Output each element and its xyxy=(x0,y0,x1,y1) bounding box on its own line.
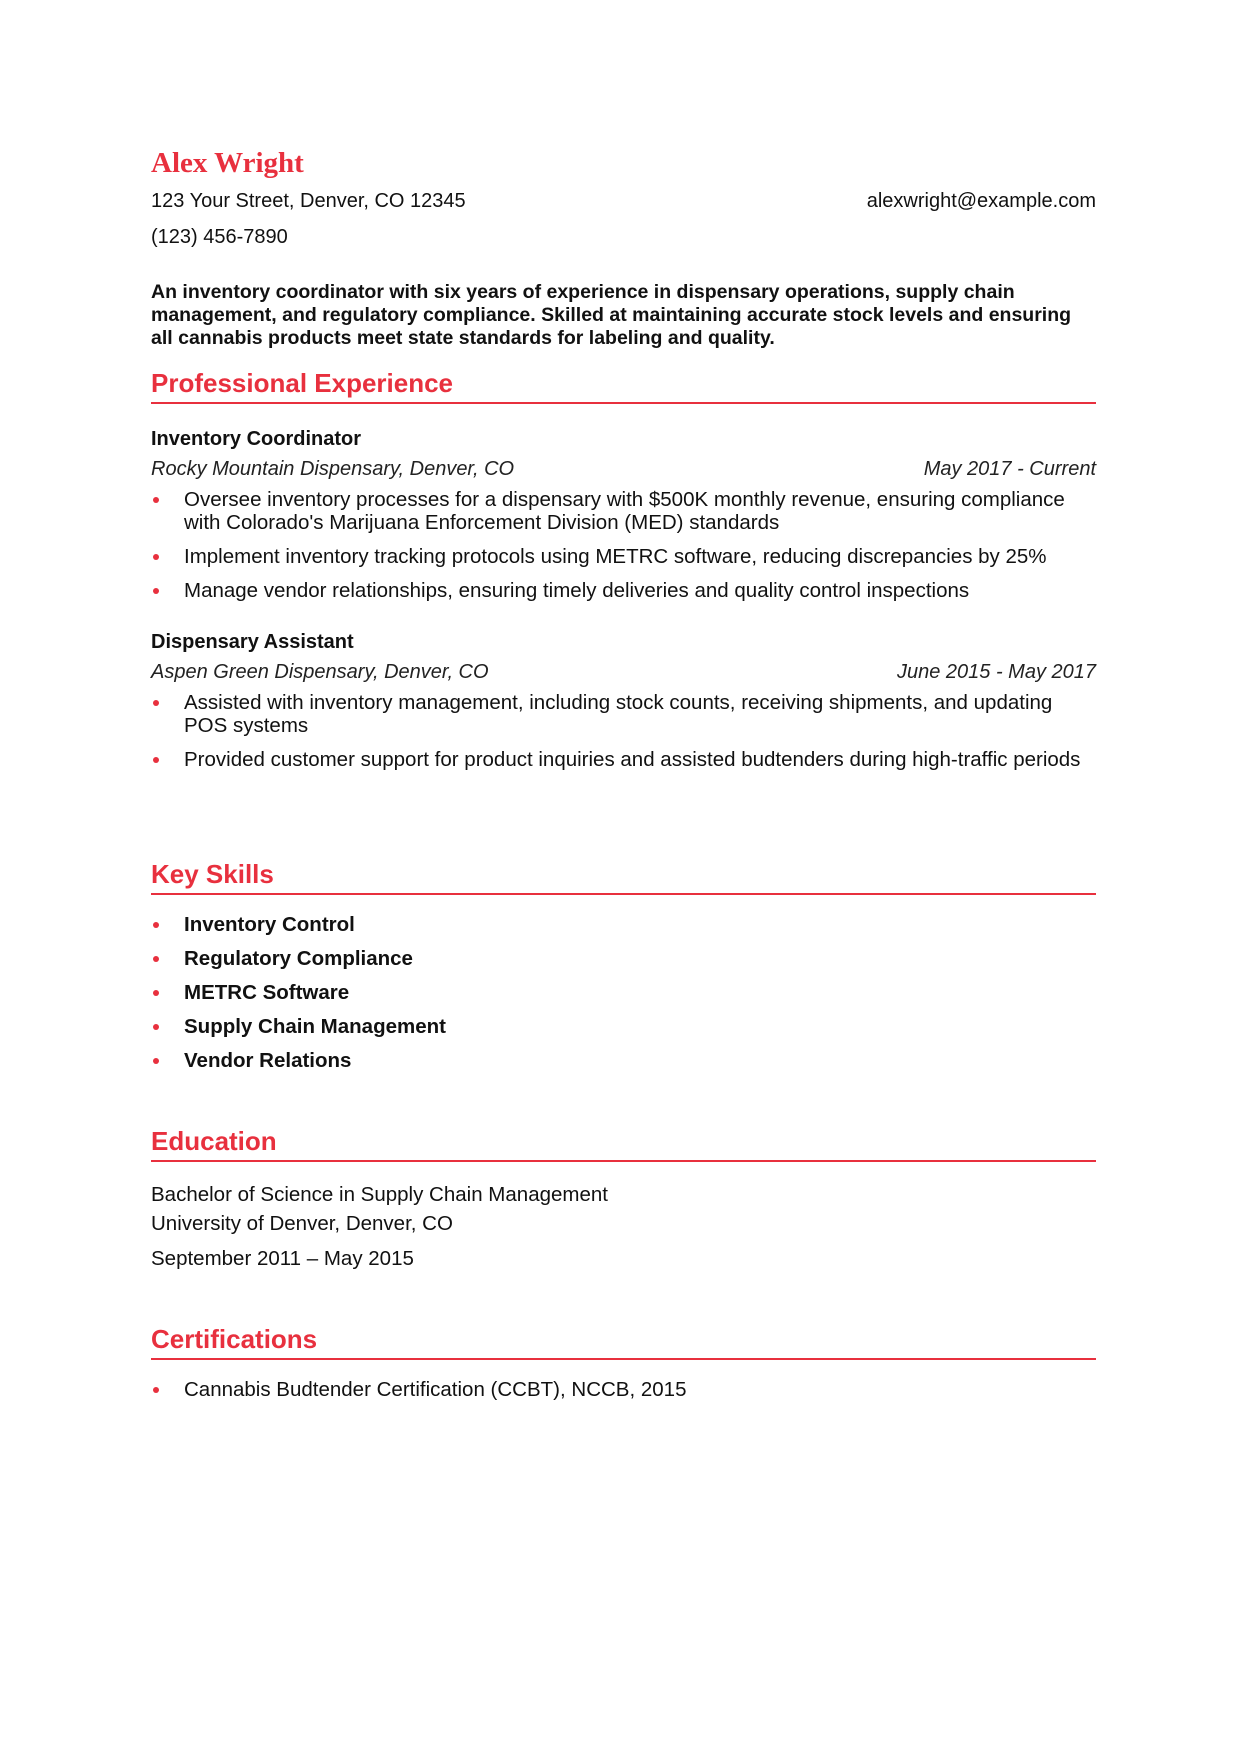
bullet-icon xyxy=(153,700,159,706)
skills-heading: Key Skills xyxy=(151,856,1096,895)
skill-text: METRC Software xyxy=(184,981,350,1004)
address: 123 Your Street, Denver, CO 12345 xyxy=(151,190,466,212)
list-item xyxy=(151,1049,1096,1072)
bullet-text: Implement inventory tracking protocols using METRC software, reducing discrepancies by 25% xyxy=(184,545,1047,568)
job-meta xyxy=(151,657,1096,687)
certification-text: Cannabis Budtender Certification (CCBT), NCCB, 2015 xyxy=(184,1378,687,1401)
education-entry xyxy=(151,1180,1096,1273)
bullet-icon xyxy=(153,956,159,962)
email: alexwright@example.com xyxy=(866,190,1096,212)
list-item xyxy=(151,947,1096,970)
summary: An inventory coordinator with six years of experience in dispensary operations, supply chain management, and regulatory compliance. Skilled at maintaining accurate stock levels and ensuring all cannabis products meet state standards for labeling and quality. xyxy=(151,281,1072,349)
bullet-text: Manage vendor relationships, ensuring timely deliveries and quality control inspections xyxy=(184,579,970,602)
list-item xyxy=(151,545,1096,568)
education-dates: September 2011 – May 2015 xyxy=(151,1247,414,1270)
list-item xyxy=(151,488,1096,534)
skills-list xyxy=(151,913,1096,1072)
job-dates: May 2017 - Current xyxy=(923,458,1096,480)
job-entry xyxy=(151,627,1096,771)
certifications-heading: Certifications xyxy=(151,1321,1096,1360)
education-heading: Education xyxy=(151,1123,1096,1162)
contact-row xyxy=(151,183,1096,219)
job-bullets xyxy=(151,488,1096,602)
school: University of Denver, Denver, CO xyxy=(151,1212,453,1235)
skill-text: Vendor Relations xyxy=(184,1049,352,1072)
phone: (123) 456-7890 xyxy=(151,226,288,248)
bullet-text: Assisted with inventory management, including stock counts, receiving shipments, and updating POS systems xyxy=(184,691,1053,737)
bullet-icon xyxy=(153,1024,159,1030)
list-item xyxy=(151,691,1096,737)
bullet-icon xyxy=(153,757,159,763)
education-section xyxy=(151,1123,1096,1273)
skills-section xyxy=(151,856,1096,1083)
job-bullets xyxy=(151,691,1096,771)
certifications-section xyxy=(151,1321,1096,1412)
bullet-text: Oversee inventory processes for a dispensary with $500K monthly revenue, ensuring compliance with Colorado's Marijuana Enforcement Division (MED) standards xyxy=(184,488,1065,534)
degree: Bachelor of Science in Supply Chain Management xyxy=(151,1183,608,1206)
job-entry xyxy=(151,424,1096,602)
bullet-icon xyxy=(153,990,159,996)
skill-text: Regulatory Compliance xyxy=(184,947,413,970)
list-item xyxy=(151,579,1096,602)
bullet-icon xyxy=(153,1387,159,1393)
bullet-icon xyxy=(153,1058,159,1064)
job-title: Dispensary Assistant xyxy=(151,631,354,653)
bullet-icon xyxy=(153,922,159,928)
list-item xyxy=(151,1015,1096,1038)
bullet-text: Provided customer support for product inquiries and assisted budtenders during high-traffic periods xyxy=(184,748,1081,771)
list-item xyxy=(151,748,1096,771)
job-dates: June 2015 - May 2017 xyxy=(896,661,1096,683)
job-company: Aspen Green Dispensary, Denver, CO xyxy=(151,661,489,683)
resume-page xyxy=(151,143,1096,1401)
list-item xyxy=(151,913,1096,936)
list-item xyxy=(151,981,1096,1004)
skill-text: Supply Chain Management xyxy=(184,1015,446,1038)
job-title: Inventory Coordinator xyxy=(151,428,362,450)
skill-text: Inventory Control xyxy=(184,913,355,936)
bullet-icon xyxy=(153,497,159,503)
job-meta xyxy=(151,454,1096,484)
bullet-icon xyxy=(153,588,159,594)
list-item xyxy=(151,1378,1096,1401)
certifications-list xyxy=(151,1378,1096,1401)
job-company: Rocky Mountain Dispensary, Denver, CO xyxy=(151,458,515,480)
experience-heading: Professional Experience xyxy=(151,365,1096,404)
experience-section xyxy=(151,365,1096,782)
bullet-icon xyxy=(153,554,159,560)
candidate-name: Alex Wright xyxy=(151,147,304,179)
